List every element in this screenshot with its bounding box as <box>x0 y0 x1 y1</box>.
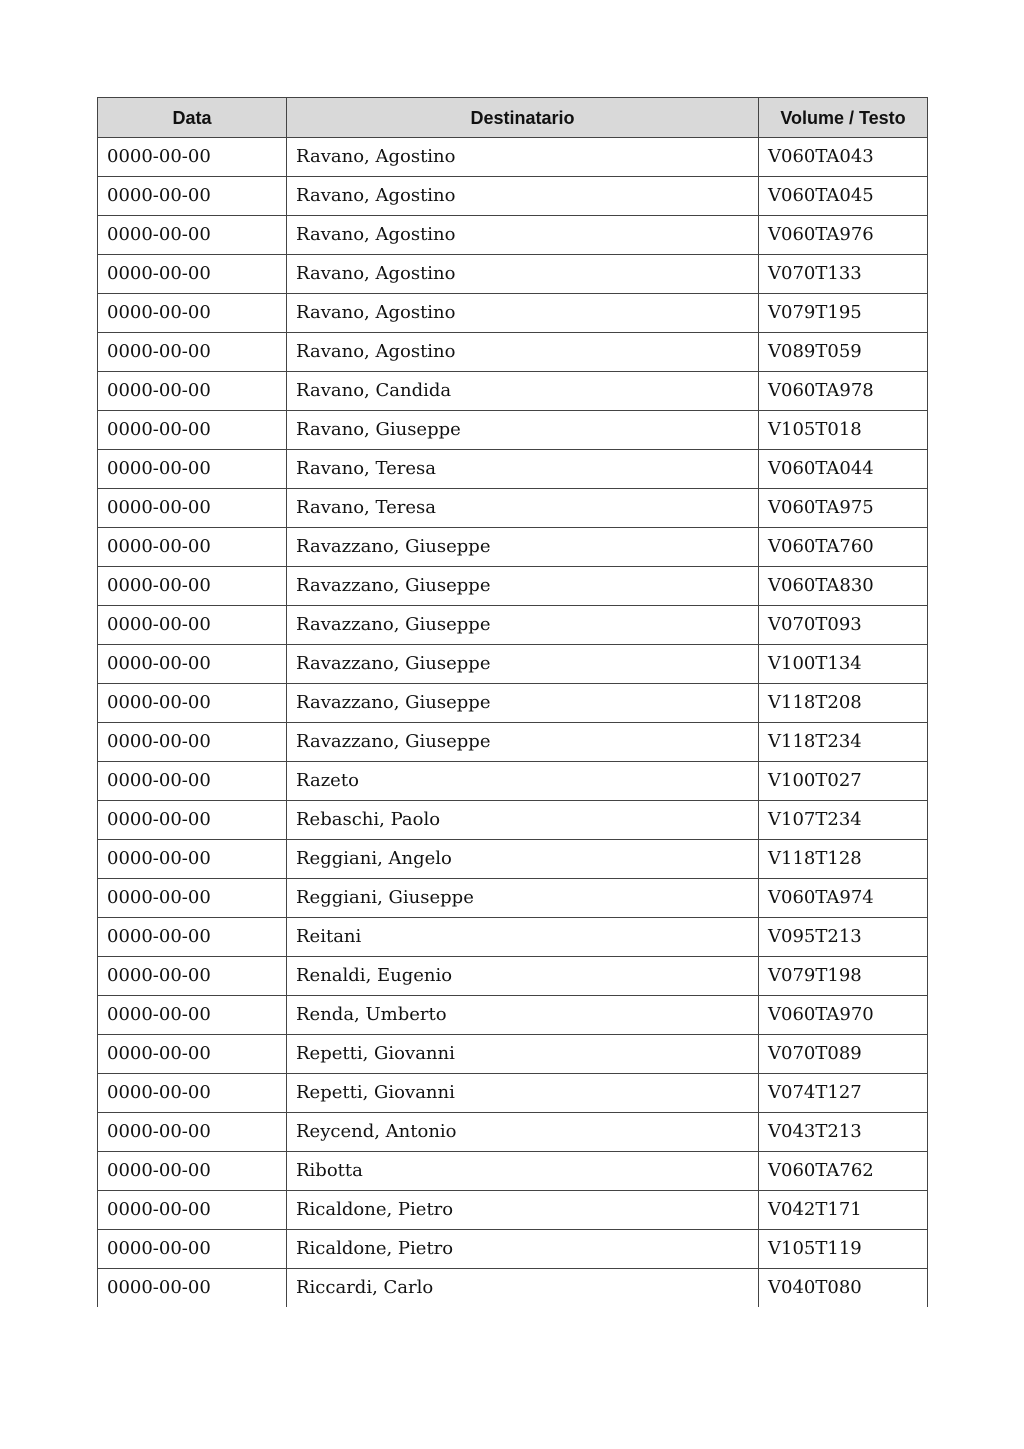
cell-date: 0000-00-00 <box>98 801 287 840</box>
table-row <box>98 372 928 411</box>
document-page <box>97 97 927 1307</box>
cell-recipient: Ravano, Teresa <box>287 450 759 489</box>
cell-date: 0000-00-00 <box>98 1269 287 1308</box>
cell-volume-text: V105T119 <box>759 1230 928 1269</box>
cell-date: 0000-00-00 <box>98 1230 287 1269</box>
cell-volume-text: V118T208 <box>759 684 928 723</box>
cell-volume-text: V074T127 <box>759 1074 928 1113</box>
cell-date: 0000-00-00 <box>98 372 287 411</box>
table-row <box>98 801 928 840</box>
cell-recipient: Rebaschi, Paolo <box>287 801 759 840</box>
header-row <box>98 98 928 138</box>
cell-date: 0000-00-00 <box>98 1191 287 1230</box>
header-volume-text: Volume / Testo <box>759 98 928 138</box>
table-row <box>98 957 928 996</box>
table-row <box>98 918 928 957</box>
cell-recipient: Razeto <box>287 762 759 801</box>
cell-recipient: Ravano, Teresa <box>287 489 759 528</box>
cell-recipient: Ribotta <box>287 1152 759 1191</box>
cell-date: 0000-00-00 <box>98 1113 287 1152</box>
header-date: Data <box>98 98 287 138</box>
cell-volume-text: V060TA974 <box>759 879 928 918</box>
cell-date: 0000-00-00 <box>98 1152 287 1191</box>
cell-date: 0000-00-00 <box>98 1035 287 1074</box>
cell-date: 0000-00-00 <box>98 762 287 801</box>
table-row <box>98 1230 928 1269</box>
cell-recipient: Ricaldone, Pietro <box>287 1191 759 1230</box>
cell-recipient: Ravano, Agostino <box>287 333 759 372</box>
table-row <box>98 606 928 645</box>
cell-volume-text: V040T080 <box>759 1269 928 1308</box>
cell-date: 0000-00-00 <box>98 606 287 645</box>
cell-recipient: Reitani <box>287 918 759 957</box>
cell-recipient: Ricaldone, Pietro <box>287 1230 759 1269</box>
cell-date: 0000-00-00 <box>98 684 287 723</box>
cell-date: 0000-00-00 <box>98 957 287 996</box>
cell-date: 0000-00-00 <box>98 294 287 333</box>
cell-recipient: Ravano, Candida <box>287 372 759 411</box>
cell-volume-text: V070T133 <box>759 255 928 294</box>
table-row <box>98 762 928 801</box>
letters-table <box>97 97 928 1307</box>
cell-date: 0000-00-00 <box>98 216 287 255</box>
cell-date: 0000-00-00 <box>98 489 287 528</box>
cell-recipient: Renaldi, Eugenio <box>287 957 759 996</box>
cell-volume-text: V070T093 <box>759 606 928 645</box>
table-row <box>98 489 928 528</box>
cell-date: 0000-00-00 <box>98 528 287 567</box>
cell-recipient: Ravazzano, Giuseppe <box>287 567 759 606</box>
cell-volume-text: V060TA043 <box>759 138 928 177</box>
cell-date: 0000-00-00 <box>98 567 287 606</box>
table-row <box>98 333 928 372</box>
cell-volume-text: V060TA830 <box>759 567 928 606</box>
cell-date: 0000-00-00 <box>98 1074 287 1113</box>
cell-recipient: Riccardi, Carlo <box>287 1269 759 1308</box>
cell-recipient: Ravano, Agostino <box>287 138 759 177</box>
table-row <box>98 723 928 762</box>
cell-date: 0000-00-00 <box>98 411 287 450</box>
table-row <box>98 528 928 567</box>
cell-recipient: Reggiani, Angelo <box>287 840 759 879</box>
cell-recipient: Ravazzano, Giuseppe <box>287 723 759 762</box>
cell-volume-text: V089T059 <box>759 333 928 372</box>
cell-recipient: Ravazzano, Giuseppe <box>287 684 759 723</box>
table-row <box>98 1152 928 1191</box>
cell-recipient: Ravazzano, Giuseppe <box>287 606 759 645</box>
table-row <box>98 216 928 255</box>
table-header <box>98 98 928 138</box>
cell-volume-text: V118T128 <box>759 840 928 879</box>
cell-date: 0000-00-00 <box>98 996 287 1035</box>
cell-volume-text: V070T089 <box>759 1035 928 1074</box>
cell-date: 0000-00-00 <box>98 840 287 879</box>
cell-volume-text: V060TA975 <box>759 489 928 528</box>
table-row <box>98 645 928 684</box>
cell-volume-text: V105T018 <box>759 411 928 450</box>
table-row <box>98 879 928 918</box>
cell-volume-text: V042T171 <box>759 1191 928 1230</box>
cell-recipient: Reggiani, Giuseppe <box>287 879 759 918</box>
cell-date: 0000-00-00 <box>98 450 287 489</box>
table-row <box>98 840 928 879</box>
table-row <box>98 411 928 450</box>
cell-date: 0000-00-00 <box>98 918 287 957</box>
cell-recipient: Ravano, Agostino <box>287 294 759 333</box>
cell-volume-text: V060TA978 <box>759 372 928 411</box>
cell-volume-text: V060TA760 <box>759 528 928 567</box>
cell-volume-text: V060TA970 <box>759 996 928 1035</box>
cell-volume-text: V079T198 <box>759 957 928 996</box>
table-body <box>98 138 928 1308</box>
cell-volume-text: V060TA762 <box>759 1152 928 1191</box>
table-row <box>98 255 928 294</box>
cell-recipient: Ravazzano, Giuseppe <box>287 528 759 567</box>
table-row <box>98 177 928 216</box>
table-row <box>98 1269 928 1308</box>
table-row <box>98 138 928 177</box>
cell-volume-text: V043T213 <box>759 1113 928 1152</box>
cell-volume-text: V060TA976 <box>759 216 928 255</box>
cell-volume-text: V100T134 <box>759 645 928 684</box>
cell-date: 0000-00-00 <box>98 645 287 684</box>
cell-recipient: Ravano, Giuseppe <box>287 411 759 450</box>
cell-date: 0000-00-00 <box>98 879 287 918</box>
cell-recipient: Renda, Umberto <box>287 996 759 1035</box>
cell-volume-text: V107T234 <box>759 801 928 840</box>
cell-recipient: Ravano, Agostino <box>287 177 759 216</box>
cell-volume-text: V100T027 <box>759 762 928 801</box>
table-row <box>98 1113 928 1152</box>
cell-recipient: Ravazzano, Giuseppe <box>287 645 759 684</box>
cell-volume-text: V060TA044 <box>759 450 928 489</box>
table-row <box>98 996 928 1035</box>
table-row <box>98 684 928 723</box>
cell-date: 0000-00-00 <box>98 723 287 762</box>
table-row <box>98 1191 928 1230</box>
cell-recipient: Repetti, Giovanni <box>287 1035 759 1074</box>
cell-date: 0000-00-00 <box>98 177 287 216</box>
table-row <box>98 294 928 333</box>
table-row <box>98 1074 928 1113</box>
table-row <box>98 567 928 606</box>
table-row <box>98 1035 928 1074</box>
header-recipient: Destinatario <box>287 98 759 138</box>
cell-volume-text: V118T234 <box>759 723 928 762</box>
cell-recipient: Ravano, Agostino <box>287 216 759 255</box>
cell-volume-text: V060TA045 <box>759 177 928 216</box>
cell-date: 0000-00-00 <box>98 255 287 294</box>
cell-date: 0000-00-00 <box>98 333 287 372</box>
table-row <box>98 450 928 489</box>
cell-volume-text: V095T213 <box>759 918 928 957</box>
cell-date: 0000-00-00 <box>98 138 287 177</box>
cell-recipient: Ravano, Agostino <box>287 255 759 294</box>
cell-recipient: Reycend, Antonio <box>287 1113 759 1152</box>
cell-recipient: Repetti, Giovanni <box>287 1074 759 1113</box>
cell-volume-text: V079T195 <box>759 294 928 333</box>
